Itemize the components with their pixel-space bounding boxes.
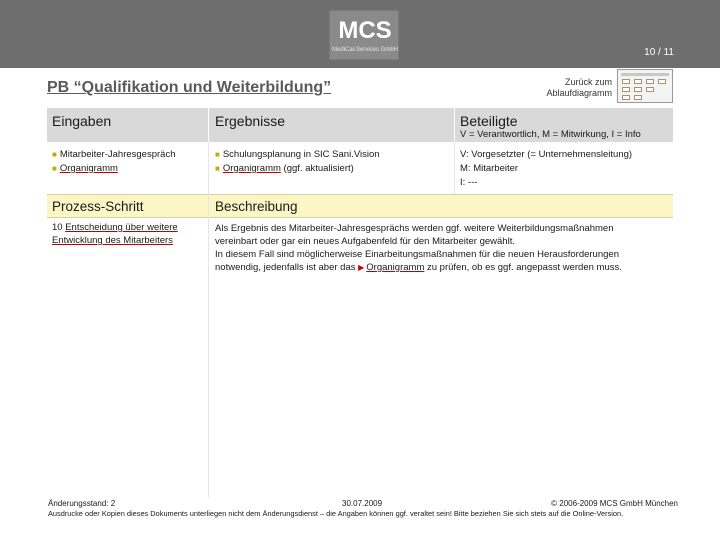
bullet-icon: ■ [215,150,220,159]
list-item: ■ Mitarbeiter-Jahresgespräch [52,149,176,160]
mcs-logo [329,10,399,60]
header-prozess-schritt: Prozess-Schritt [52,199,144,214]
column-divider [208,108,209,142]
back-link-line2: Ablaufdiagramm [546,88,612,98]
bullet-icon: ■ [52,150,57,159]
flowchart-thumbnail-icon[interactable] [617,69,673,103]
bullet-icon: ■ [52,164,57,173]
disclaimer: Ausdrucke oder Kopien dieses Dokuments unterliegen nicht dem Änderungsdienst – die Angaben können ggf. veraltet sein! Bitte beziehen Sie sich stets auf die Online-Version. [48,509,624,518]
link-arrow-icon: ▶ [358,263,365,272]
column-divider [454,142,455,194]
list-item: V: Vorgesetzter (= Unternehmensleitung) [460,149,633,160]
list-item: ■ Organigramm (ggf. aktualisiert) [215,163,354,174]
eingaben-list [52,148,202,176]
revision-label: Änderungsstand: 2 [48,499,116,508]
page-number: 10 / 11 [644,47,674,58]
back-to-flowchart-link[interactable] [540,77,612,99]
top-bar [0,0,720,68]
organigramm-link[interactable]: Organigramm [366,262,425,273]
copyright: © 2006-2009 MCS GmbH München [551,499,678,508]
column-divider [208,142,209,498]
list-item: M: Mitarbeiter [460,163,519,174]
ergebnisse-list [215,148,450,176]
beteiligte-legend: V = Verantwortlich, M = Mitwirkung, I = Info [460,129,641,140]
step-number: 10 [52,222,66,233]
header-beschreibung: Beschreibung [215,199,298,214]
back-link-line1: Zurück zum [564,77,612,87]
list-item: ■ Schulungsplanung in SIC Sani.Vision [215,149,380,160]
list-item[interactable] [52,162,202,176]
page-title: PB “Qualifikation und Weiterbildung” [47,79,332,96]
process-step [52,221,207,247]
header-beteiligte: Beteiligte [460,113,518,129]
process-description: Als Ergebnis des Mitarbeiter-Jahresgesprächs werden ggf. weitere Weiterbildungsmaßnahmen vereinbart oder gar ein neues Aufgabenfeld für den Mitarbeiter gewählt. In diesem Fall sind möglicherweise Einarbeitungsmaßnahmen für die neuen Herausforderungen notwendig, jedenfalls ist aber das ▶ Organigramm zu prüfen, ob es ggf. angepasst werden muss. [215,223,622,273]
list-item: I: --- [460,177,478,188]
beteiligte-list [460,148,672,190]
column-divider [454,108,455,142]
header-eingaben: Eingaben [52,113,112,129]
step-link-line1[interactable]: Entscheidung über weitere [65,222,178,233]
bullet-icon: ■ [215,164,220,173]
organigramm-link[interactable]: Organigramm [59,163,118,174]
step-link-line2[interactable]: Entwicklung des Mitarbeiters [52,235,173,246]
logo-subtitle: MediCal-Services GmbH [331,47,398,53]
footer-date: 30.07.2009 [342,499,383,508]
organigramm-link[interactable]: Organigramm [222,163,281,174]
logo-text: MCS [338,17,392,44]
header-ergebnisse: Ergebnisse [215,113,286,129]
